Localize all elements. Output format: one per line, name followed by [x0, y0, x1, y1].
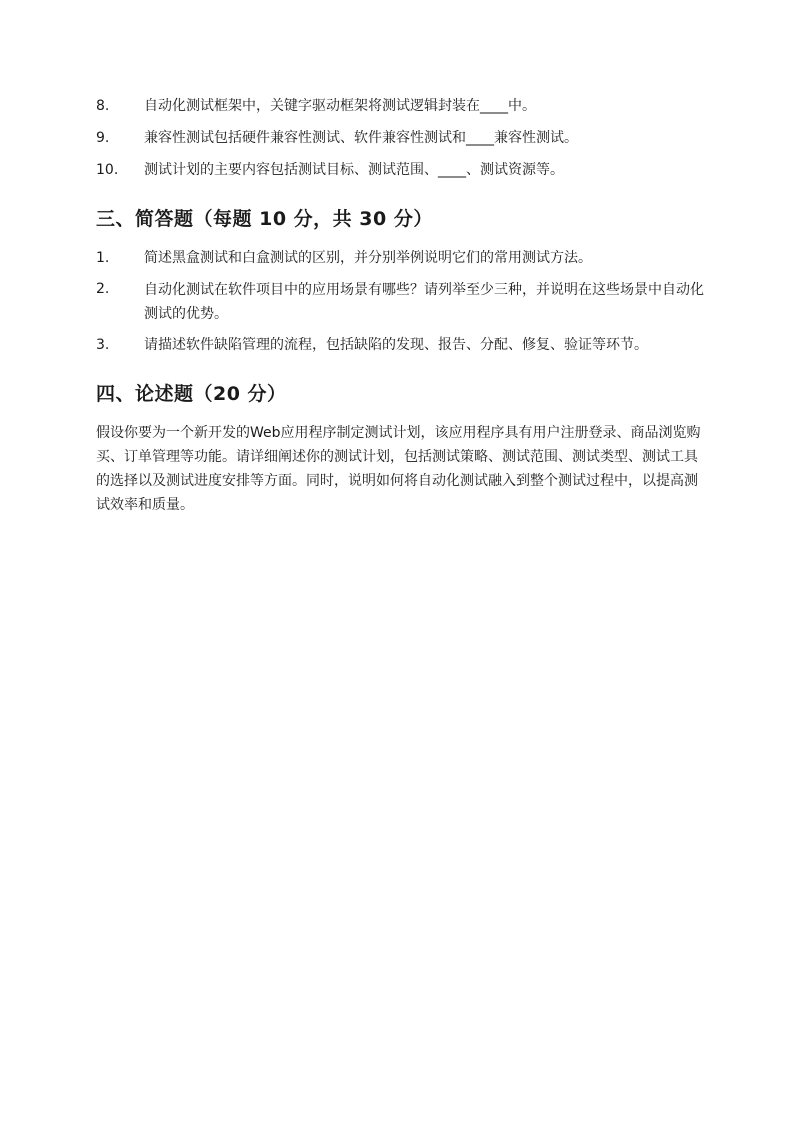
question-number: 8. [96, 98, 110, 114]
question-text: 测试计划的主要内容包括测试目标、测试范围、____、测试资源等。 [144, 162, 564, 178]
question-text: 自动化测试框架中，关键字驱动框架将测试逻辑封装在____中。 [144, 98, 536, 114]
section-heading-essay: 四、论述题（20 分） [96, 383, 287, 405]
question-text: 简述黑盒测试和白盒测试的区别，并分别举例说明它们的常用测试方法。 [144, 250, 592, 266]
essay-question-text: 假设你要为一个新开发的Web应用程序制定测试计划，该应用程序具有用户注册登录、商品浏览购买、订单管理等功能。请详细阐述你的测试计划，包括测试策略、测试范围、测试类型、测试工具的选择以及测试进度安排等方面。同时，说明如何将自动化测试融入到整个测试过程中，以提高测试效率和质量。 [96, 425, 701, 513]
question-number: 1. [96, 250, 110, 266]
question-number: 2. [96, 281, 110, 297]
question-text: 兼容性测试包括硬件兼容性测试、软件兼容性测试和____兼容性测试。 [144, 130, 578, 146]
question-text: 自动化测试在软件项目中的应用场景有哪些？请列举至少三种，并说明在这些场景中自动化测试的优势。 [144, 282, 704, 322]
question-number: 10. [96, 162, 119, 178]
section-heading-short-answer: 三、简答题（每题 10 分，共 30 分） [96, 208, 433, 230]
question-number: 9. [96, 130, 110, 146]
question-number: 3. [96, 337, 110, 353]
question-text: 请描述软件缺陷管理的流程，包括缺陷的发现、报告、分配、修复、验证等环节。 [144, 337, 648, 353]
